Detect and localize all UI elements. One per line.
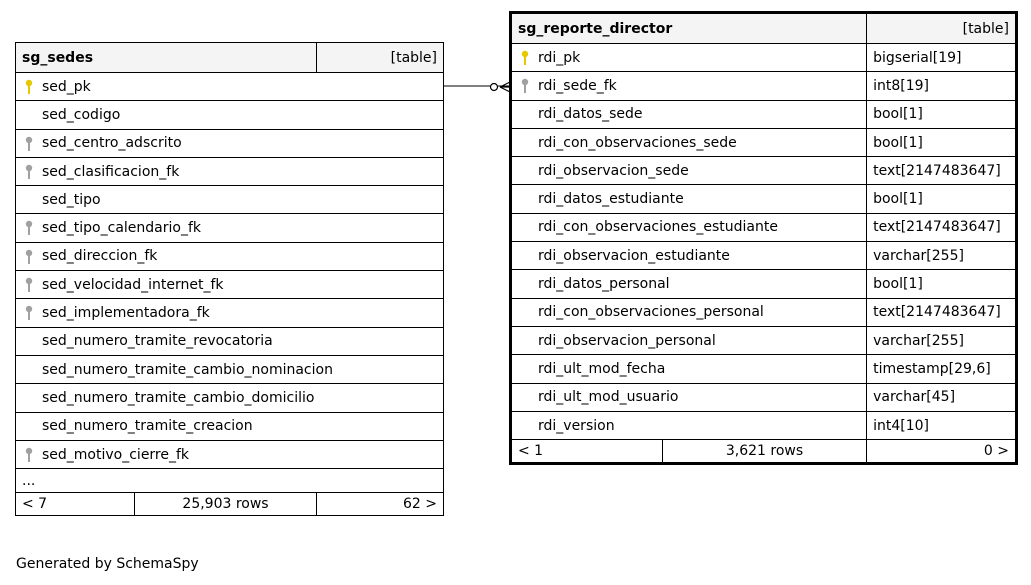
children-link[interactable]: 0 > — [867, 440, 1016, 463]
table-row[interactable] — [512, 213, 1016, 241]
column-type: text[2147483647] — [867, 213, 1016, 241]
column-type: bigserial[19] — [867, 44, 1016, 72]
column-name[interactable]: sed_direccion_fk — [16, 242, 444, 270]
column-name[interactable]: sed_clasificacion_fk — [16, 157, 444, 185]
foreign-key-icon — [24, 447, 34, 463]
table-row[interactable] — [16, 355, 444, 383]
parents-link[interactable]: < 7 — [16, 493, 135, 516]
column-name[interactable]: sed_motivo_cierre_fk — [16, 440, 444, 468]
zero-optionality-marker — [491, 84, 498, 91]
column-type: text[2147483647] — [867, 298, 1016, 326]
table-row[interactable] — [16, 186, 444, 214]
foreign-key-icon — [520, 78, 530, 94]
column-name[interactable]: rdi_datos_estudiante — [512, 185, 867, 213]
table-row[interactable] — [512, 355, 1016, 383]
column-type: varchar[255] — [867, 242, 1016, 270]
column-name[interactable]: sed_velocidad_internet_fk — [16, 271, 444, 299]
table-row[interactable] — [16, 412, 444, 440]
table-row[interactable] — [512, 100, 1016, 128]
generated-by-note: Generated by SchemaSpy — [16, 556, 199, 572]
column-name[interactable]: sed_centro_adscrito — [16, 129, 444, 157]
column-name[interactable]: rdi_ult_mod_fecha — [512, 355, 867, 383]
column-name[interactable]: rdi_datos_sede — [512, 100, 867, 128]
row-count: 25,903 rows — [135, 493, 317, 516]
column-type: bool[1] — [867, 128, 1016, 156]
row-count: 3,621 rows — [662, 440, 866, 463]
column-name[interactable]: rdi_con_observaciones_sede — [512, 128, 867, 156]
table-row[interactable] — [16, 157, 444, 185]
table-row[interactable] — [512, 270, 1016, 298]
column-type: varchar[255] — [867, 326, 1016, 354]
table-sg-reporte-director[interactable] — [509, 11, 1018, 465]
table-row[interactable] — [16, 129, 444, 157]
column-type: bool[1] — [867, 100, 1016, 128]
table-row[interactable] — [16, 384, 444, 412]
column-name[interactable]: sed_numero_tramite_creacion — [16, 412, 444, 440]
column-name[interactable]: sed_pk — [16, 73, 444, 101]
column-name[interactable]: rdi_con_observaciones_estudiante — [512, 213, 867, 241]
table-kind: [table] — [317, 43, 444, 73]
table-row[interactable] — [512, 383, 1016, 411]
column-name[interactable]: rdi_observacion_estudiante — [512, 242, 867, 270]
column-name[interactable]: rdi_sede_fk — [512, 72, 867, 100]
parents-link[interactable]: < 1 — [512, 440, 663, 463]
table-row[interactable] — [512, 44, 1016, 72]
column-name[interactable]: rdi_ult_mod_usuario — [512, 383, 867, 411]
column-type: text[2147483647] — [867, 157, 1016, 185]
table-row[interactable] — [512, 326, 1016, 354]
table-row[interactable] — [16, 271, 444, 299]
table-sg-sedes[interactable] — [15, 42, 443, 516]
column-type: varchar[45] — [867, 383, 1016, 411]
table-row[interactable] — [512, 242, 1016, 270]
foreign-key-icon — [24, 277, 34, 293]
table-row[interactable] — [512, 72, 1016, 100]
foreign-key-icon — [24, 305, 34, 321]
table-row[interactable] — [16, 101, 444, 129]
table-row[interactable] — [16, 327, 444, 355]
table-kind: [table] — [867, 14, 1016, 44]
foreign-key-icon — [24, 164, 34, 180]
table-row[interactable] — [512, 128, 1016, 156]
table-row[interactable] — [512, 411, 1016, 439]
primary-key-icon — [24, 79, 34, 95]
table-row[interactable] — [16, 73, 444, 101]
table-row[interactable] — [16, 299, 444, 327]
column-type: bool[1] — [867, 270, 1016, 298]
column-name[interactable]: sed_codigo — [16, 101, 444, 129]
column-type: timestamp[29,6] — [867, 355, 1016, 383]
table-row[interactable] — [16, 440, 444, 468]
foreign-key-icon — [24, 249, 34, 265]
column-name[interactable]: rdi_observacion_personal — [512, 326, 867, 354]
column-name[interactable]: sed_numero_tramite_cambio_domicilio — [16, 384, 444, 412]
column-type: int4[10] — [867, 411, 1016, 439]
column-name[interactable]: sed_numero_tramite_cambio_nominacion — [16, 355, 444, 383]
column-name[interactable]: sed_numero_tramite_revocatoria — [16, 327, 444, 355]
column-type: bool[1] — [867, 185, 1016, 213]
table-row[interactable] — [512, 157, 1016, 185]
table-row[interactable] — [512, 298, 1016, 326]
table-name[interactable]: sg_reporte_director — [512, 14, 867, 44]
column-name[interactable]: sed_tipo_calendario_fk — [16, 214, 444, 242]
column-name[interactable]: rdi_datos_personal — [512, 270, 867, 298]
table-footer — [16, 493, 444, 516]
more-columns-row — [16, 469, 444, 493]
column-name[interactable]: rdi_version — [512, 411, 867, 439]
foreign-key-icon — [24, 136, 34, 152]
column-name[interactable]: rdi_con_observaciones_personal — [512, 298, 867, 326]
table-row[interactable] — [16, 214, 444, 242]
table-row[interactable] — [512, 185, 1016, 213]
table-row[interactable] — [16, 242, 444, 270]
foreign-key-icon — [24, 220, 34, 236]
column-name[interactable]: rdi_pk — [512, 44, 867, 72]
ellipsis: ... — [16, 469, 444, 493]
table-footer — [512, 440, 1016, 463]
column-name[interactable]: sed_implementadora_fk — [16, 299, 444, 327]
table-name[interactable]: sg_sedes — [16, 43, 317, 73]
children-link[interactable]: 62 > — [317, 493, 444, 516]
column-name[interactable]: rdi_observacion_sede — [512, 157, 867, 185]
column-name[interactable]: sed_tipo — [16, 186, 444, 214]
column-type: int8[19] — [867, 72, 1016, 100]
primary-key-icon — [520, 50, 530, 66]
